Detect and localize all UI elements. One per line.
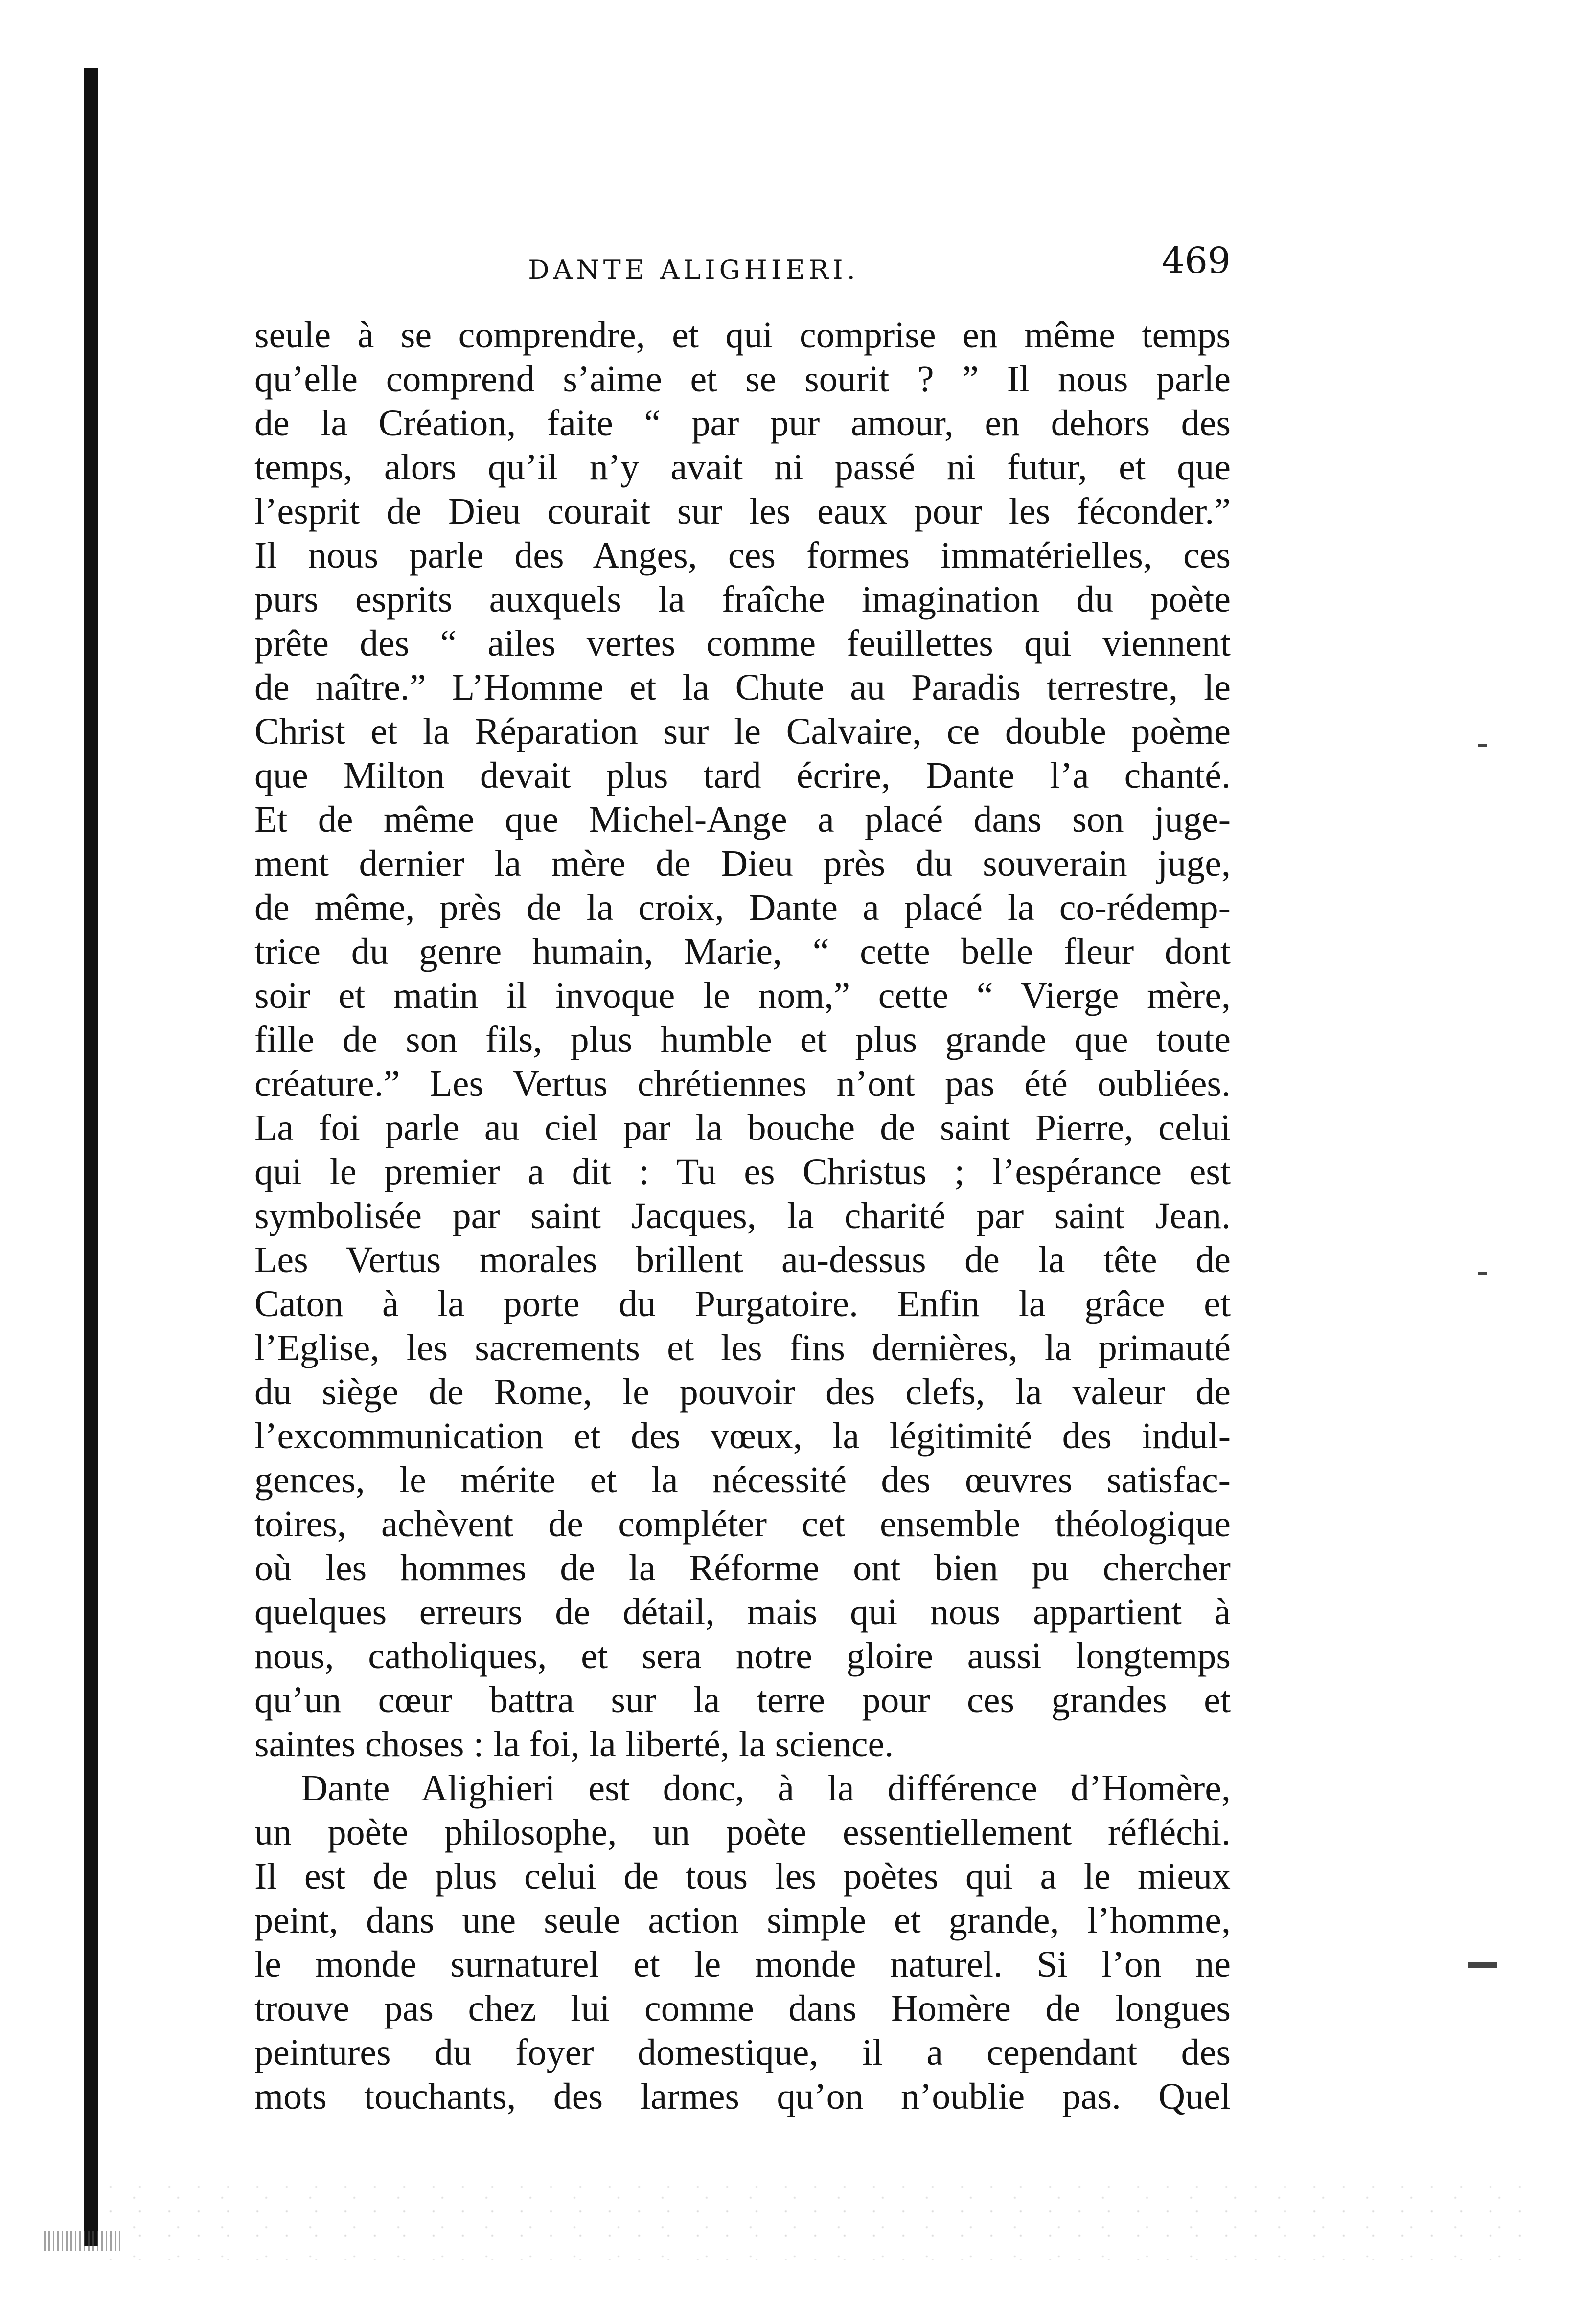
text-line: Caton à la porte du Purgatoire. Enfin la grâce et xyxy=(254,1283,1231,1324)
text-line: symbolisée par saint Jacques, la charité par saint Jean. xyxy=(254,1195,1231,1236)
text-line: qui le premier a dit : Tu es Christus ; l’espérance est xyxy=(254,1151,1231,1192)
text-line: nous, catholiques, et sera notre gloire aussi longtemps xyxy=(254,1636,1231,1677)
text-line: trouve pas chez lui comme dans Homère de longues xyxy=(254,1988,1231,2029)
text-line: de même, près de la croix, Dante a placé la co-rédemp- xyxy=(254,887,1231,928)
text-line: où les hommes de la Réforme ont bien pu chercher xyxy=(254,1548,1231,1589)
text-line: fille de son fils, plus humble et plus grande que toute xyxy=(254,1019,1231,1060)
text-line: prête des “ ailes vertes comme feuillettes qui viennent xyxy=(254,623,1231,664)
text-line: soir et matin il invoque le nom,” cette “ Vierge mère, xyxy=(254,975,1231,1016)
text-line: seule à se comprendre, et qui comprise en même temps xyxy=(254,315,1231,356)
scan-speck xyxy=(1478,1272,1487,1275)
text-line: l’esprit de Dieu courait sur les eaux pour les féconder.” xyxy=(254,491,1231,532)
text-line: qu’un cœur battra sur la terre pour ces grandes et xyxy=(254,1680,1231,1721)
text-line: gences, le mérite et la nécessité des œuvres satisfac- xyxy=(254,1459,1231,1501)
running-head xyxy=(254,240,1231,294)
text-line: qu’elle comprend s’aime et se sourit ? ” Il nous parle xyxy=(254,359,1231,400)
text-line: Christ et la Réparation sur le Calvaire, ce double poème xyxy=(254,711,1231,752)
text-line: Les Vertus morales brillent au-dessus de la tête de xyxy=(254,1239,1231,1280)
book-page xyxy=(254,240,1231,2119)
text-line: Dante Alighieri est donc, à la différence d’Homère, xyxy=(301,1768,1231,1809)
scan-speck xyxy=(1478,744,1487,747)
text-line: créature.” Les Vertus chrétiennes n’ont pas été oubliées. xyxy=(254,1063,1231,1104)
text-line: Il est de plus celui de tous les poètes qui a le mieux xyxy=(254,1856,1231,1897)
text-line: trice du genre humain, Marie, “ cette belle fleur dont xyxy=(254,931,1231,972)
text-line: toires, achèvent de compléter cet ensemble théologique xyxy=(254,1504,1231,1545)
text-line: du siège de Rome, le pouvoir des clefs, la valeur de xyxy=(254,1371,1231,1413)
text-line: un poète philosophe, un poète essentiellement réfléchi. xyxy=(254,1812,1231,1853)
text-line: l’Eglise, les sacrements et les fins dernières, la primauté xyxy=(254,1327,1231,1368)
text-line: l’excommunication et des vœux, la légitimité des indul- xyxy=(254,1415,1231,1457)
text-line: quelques erreurs de détail, mais qui nous appartient à xyxy=(254,1592,1231,1633)
page-number: 469 xyxy=(1161,240,1231,282)
text-line: de naître.” L’Homme et la Chute au Paradis terrestre, le xyxy=(254,667,1231,708)
text-line: purs esprits auxquels la fraîche imagination du poète xyxy=(254,579,1231,620)
text-line: peint, dans une seule action simple et grande, l’homme, xyxy=(254,1900,1231,1941)
text-line: de la Création, faite “ par pur amour, en dehors des xyxy=(254,403,1231,444)
body-text xyxy=(254,313,1231,2119)
scan-noise xyxy=(108,2177,1527,2260)
binding-edge xyxy=(84,68,98,2246)
scan-speck xyxy=(1468,1962,1497,1968)
text-line: le monde surnaturel et le monde naturel. Si l’on ne xyxy=(254,1944,1231,1985)
running-title: DANTE ALIGHIERI. xyxy=(528,254,859,285)
text-line: peintures du foyer domestique, il a cependant des xyxy=(254,2032,1231,2073)
text-line: Il nous parle des Anges, ces formes immatérielles, ces xyxy=(254,535,1231,576)
text-line: La foi parle au ciel par la bouche de saint Pierre, celui xyxy=(254,1107,1231,1148)
text-line: temps, alors qu’il n’y avait ni passé ni futur, et que xyxy=(254,447,1231,488)
text-line: ment dernier la mère de Dieu près du souverain juge, xyxy=(254,843,1231,884)
text-line: mots touchants, des larmes qu’on n’oublie pas. Quel xyxy=(254,2076,1231,2117)
text-line: saintes choses : la foi, la liberté, la science. xyxy=(254,1724,894,1765)
text-line: que Milton devait plus tard écrire, Dante l’a chanté. xyxy=(254,755,1231,796)
text-line: Et de même que Michel-Ange a placé dans son juge- xyxy=(254,799,1231,840)
